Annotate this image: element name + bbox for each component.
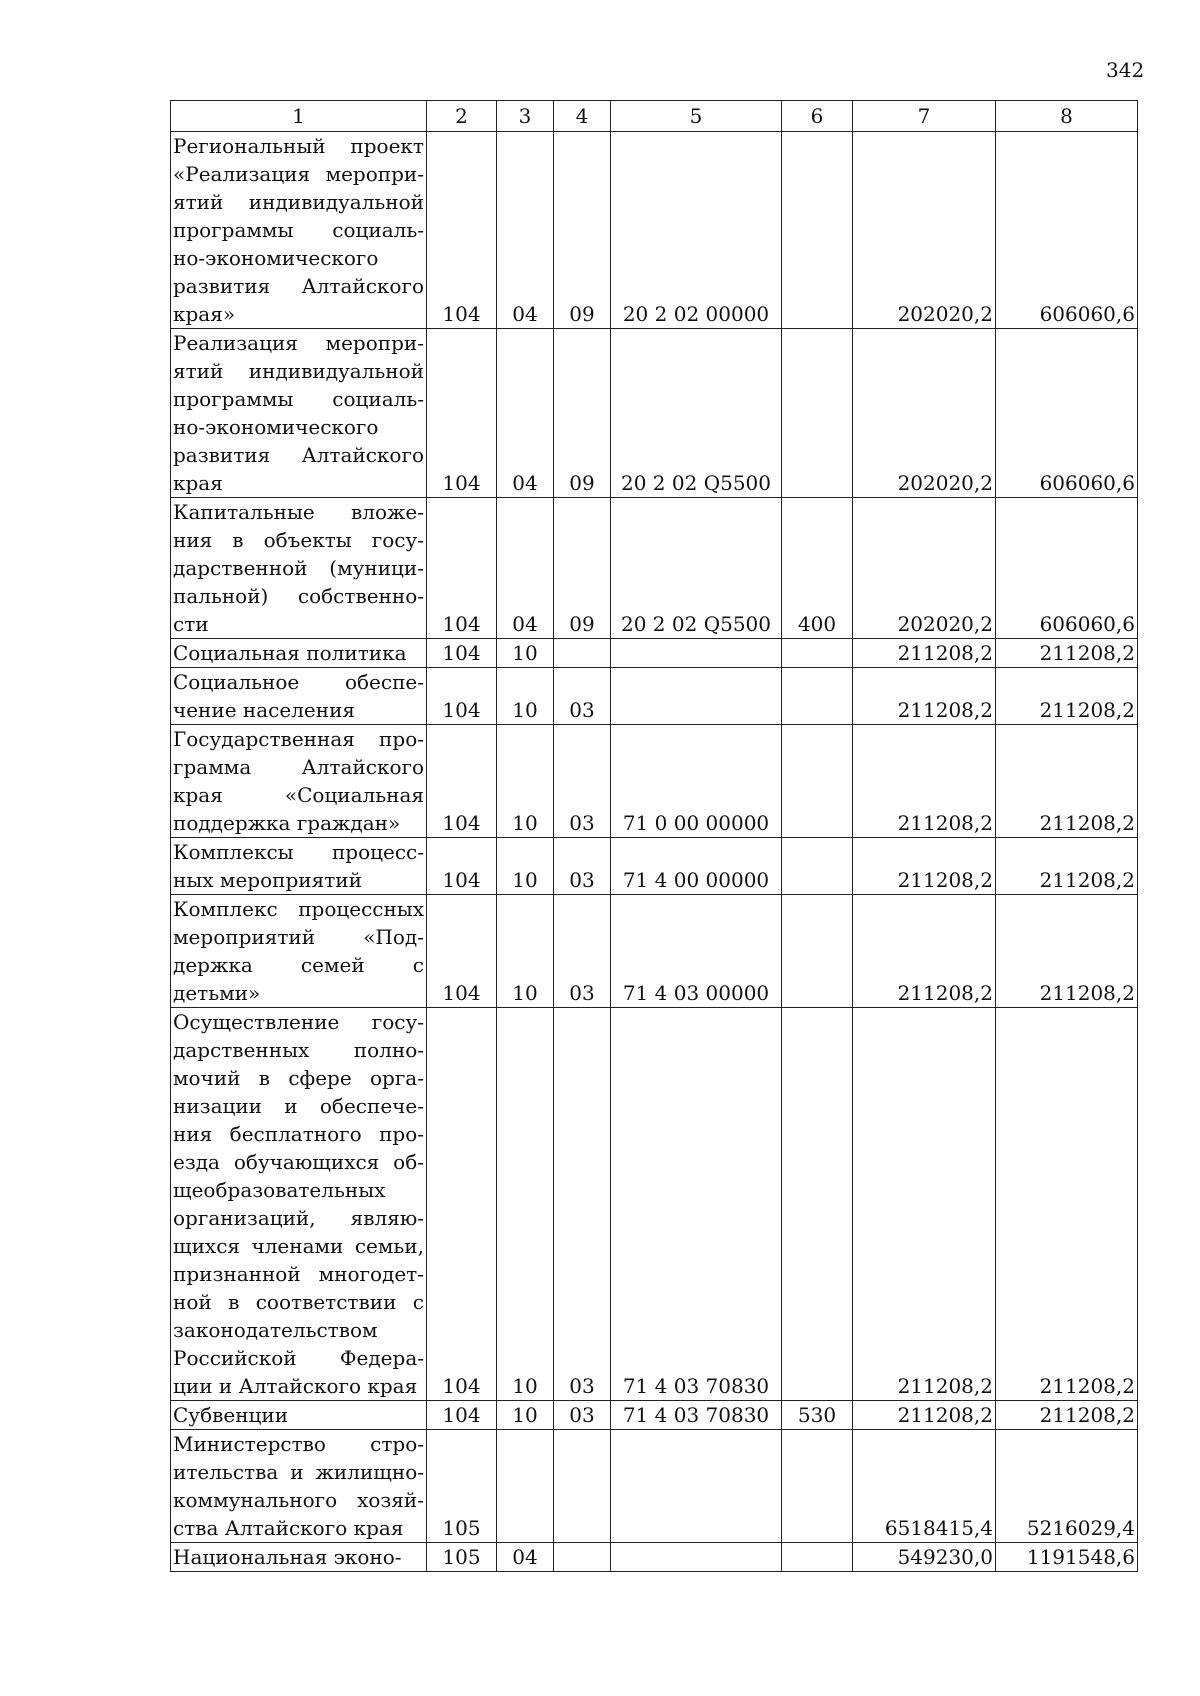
cell-c6: 400 [782, 498, 853, 639]
cell-c8: 606060,6 [996, 132, 1138, 329]
row-name-line: Капитальные вложе- [173, 500, 424, 524]
column-header: 4 [554, 101, 611, 132]
cell-c7: 211208,2 [853, 668, 996, 725]
cell-c8: 211208,2 [996, 725, 1138, 838]
row-name-line: края «Социальная [173, 783, 424, 807]
cell-c4: 03 [554, 668, 611, 725]
cell-c2: 105 [427, 1543, 497, 1572]
cell-c4: 09 [554, 132, 611, 329]
row-name-line: Социальное обеспе- [173, 670, 424, 694]
cell-c5: 20 2 02 00000 [611, 132, 782, 329]
row-name-line: программы социаль- [173, 387, 424, 411]
column-header: 5 [611, 101, 782, 132]
cell-c3: 10 [497, 1008, 554, 1401]
table-row [171, 498, 1138, 639]
cell-c2: 104 [427, 838, 497, 895]
table-row [171, 1543, 1138, 1572]
cell-c5 [611, 1543, 782, 1572]
row-name-line: детьми» [173, 981, 261, 1005]
row-name-cell [171, 725, 427, 838]
cell-c7: 211208,2 [853, 1008, 996, 1401]
column-header: 3 [497, 101, 554, 132]
cell-c7: 211208,2 [853, 639, 996, 668]
row-name-line: Комплексы процесс- [173, 840, 424, 864]
cell-c6 [782, 725, 853, 838]
cell-c3: 04 [497, 132, 554, 329]
row-name-cell [171, 1430, 427, 1543]
cell-c8: 211208,2 [996, 1008, 1138, 1401]
row-name-line: края [173, 471, 223, 495]
row-name-cell [171, 668, 427, 725]
cell-c8: 211208,2 [996, 838, 1138, 895]
cell-c8: 1191548,6 [996, 1543, 1138, 1572]
column-header: 8 [996, 101, 1138, 132]
row-name-cell [171, 1543, 427, 1572]
row-name-line: дарственной (муници- [173, 556, 424, 580]
cell-c6 [782, 895, 853, 1008]
row-name-line: чение населения [173, 698, 356, 722]
row-name-cell [171, 838, 427, 895]
row-name-cell [171, 329, 427, 498]
cell-c6: 530 [782, 1401, 853, 1430]
row-name-line: ния бесплатного про- [173, 1122, 424, 1146]
cell-c3: 10 [497, 668, 554, 725]
row-name-line: Социальная политика [173, 641, 407, 665]
cell-c7: 211208,2 [853, 895, 996, 1008]
row-name-line: Реализация меропри- [173, 331, 424, 355]
row-name-cell [171, 895, 427, 1008]
row-name-cell [171, 132, 427, 329]
column-header: 1 [171, 101, 427, 132]
row-name-line: ятий индивидуальной [173, 359, 424, 383]
cell-c4: 03 [554, 895, 611, 1008]
header-row [171, 101, 1138, 132]
row-name-line: ятий индивидуальной [173, 190, 424, 214]
row-name-line: ции и Алтайского края [173, 1374, 418, 1398]
row-name-line: Национальная эконо- [173, 1545, 402, 1569]
table-row [171, 639, 1138, 668]
cell-c3: 04 [497, 498, 554, 639]
row-name-line: Субвенции [173, 1403, 289, 1427]
row-name-line: Комплекс процессных [173, 897, 424, 921]
cell-c2: 104 [427, 668, 497, 725]
row-name-line: края» [173, 302, 236, 326]
cell-c6 [782, 329, 853, 498]
table-body [171, 132, 1138, 1572]
cell-c4 [554, 1543, 611, 1572]
cell-c7: 6518415,4 [853, 1430, 996, 1543]
cell-c5: 71 4 00 00000 [611, 838, 782, 895]
cell-c6 [782, 639, 853, 668]
cell-c6 [782, 132, 853, 329]
row-name-line: ства Алтайского края [173, 1516, 404, 1540]
row-name-line: сти [173, 612, 209, 636]
row-name-line: ния в объекты госу- [173, 528, 424, 552]
cell-c2: 104 [427, 639, 497, 668]
cell-c7: 549230,0 [853, 1543, 996, 1572]
cell-c6 [782, 668, 853, 725]
cell-c3: 04 [497, 1543, 554, 1572]
row-name-line: поддержка граждан» [173, 811, 401, 835]
cell-c5: 71 4 03 70830 [611, 1401, 782, 1430]
cell-c7: 211208,2 [853, 838, 996, 895]
cell-c6 [782, 1008, 853, 1401]
cell-c4: 03 [554, 1401, 611, 1430]
cell-c2: 105 [427, 1430, 497, 1543]
cell-c8: 606060,6 [996, 498, 1138, 639]
row-name-line: езда обучающихся об- [173, 1150, 424, 1174]
row-name-line: организаций, являю- [173, 1206, 424, 1230]
cell-c5: 20 2 02 Q5500 [611, 498, 782, 639]
table-row [171, 725, 1138, 838]
row-name-line: держка семей с [173, 953, 424, 977]
cell-c3: 10 [497, 639, 554, 668]
row-name-line: «Реализация меропри- [173, 162, 424, 186]
table-row [171, 132, 1138, 329]
cell-c2: 104 [427, 1401, 497, 1430]
row-name-line: Государственная про- [173, 727, 424, 751]
row-name-line: пальной) собственно- [173, 584, 424, 608]
cell-c7: 202020,2 [853, 498, 996, 639]
row-name-line: коммунального хозяй- [173, 1488, 424, 1512]
cell-c4: 03 [554, 725, 611, 838]
cell-c6 [782, 838, 853, 895]
column-header: 6 [782, 101, 853, 132]
cell-c5: 20 2 02 Q5500 [611, 329, 782, 498]
column-header: 2 [427, 101, 497, 132]
row-name-line: низации и обеспече- [173, 1094, 424, 1118]
cell-c7: 211208,2 [853, 725, 996, 838]
cell-c7: 211208,2 [853, 1401, 996, 1430]
table-row [171, 838, 1138, 895]
cell-c8: 211208,2 [996, 639, 1138, 668]
table-row [171, 329, 1138, 498]
row-name-line: но-экономического [173, 246, 379, 270]
cell-c5: 71 4 03 00000 [611, 895, 782, 1008]
table-row [171, 1401, 1138, 1430]
table-row [171, 1008, 1138, 1401]
cell-c3 [497, 1430, 554, 1543]
row-name-line: ных мероприятий [173, 868, 362, 892]
cell-c4: 03 [554, 838, 611, 895]
row-name-line: но-экономического [173, 415, 379, 439]
cell-c8: 5216029,4 [996, 1430, 1138, 1543]
cell-c2: 104 [427, 1008, 497, 1401]
cell-c6 [782, 1430, 853, 1543]
row-name-line: ительства и жилищно- [173, 1460, 424, 1484]
cell-c3: 04 [497, 329, 554, 498]
page-number: 342 [1106, 58, 1145, 82]
row-name-line: Осуществление госу- [173, 1010, 424, 1034]
row-name-line: Министерство стро- [173, 1432, 424, 1456]
row-name-line: законодательством [173, 1318, 378, 1342]
row-name-line: Российской Федера- [173, 1346, 424, 1370]
cell-c6 [782, 1543, 853, 1572]
row-name-cell [171, 1401, 427, 1430]
cell-c8: 211208,2 [996, 668, 1138, 725]
row-name-line: мочий в сфере орга- [173, 1066, 424, 1090]
row-name-line: дарственных полно- [173, 1038, 424, 1062]
cell-c2: 104 [427, 725, 497, 838]
cell-c3: 10 [497, 838, 554, 895]
cell-c4 [554, 639, 611, 668]
budget-table [170, 100, 1138, 1572]
cell-c2: 104 [427, 498, 497, 639]
row-name-line: щеобразовательных [173, 1178, 386, 1202]
table-row [171, 668, 1138, 725]
cell-c4: 09 [554, 329, 611, 498]
cell-c5 [611, 668, 782, 725]
row-name-line: ной в соответствии с [173, 1290, 424, 1314]
cell-c2: 104 [427, 132, 497, 329]
cell-c8: 211208,2 [996, 895, 1138, 1008]
column-header: 7 [853, 101, 996, 132]
row-name-line: щихся членами семьи, [173, 1234, 424, 1258]
row-name-line: развития Алтайского [173, 274, 424, 298]
row-name-line: признанной многодет- [173, 1262, 424, 1286]
cell-c5 [611, 639, 782, 668]
cell-c5: 71 4 03 70830 [611, 1008, 782, 1401]
cell-c7: 202020,2 [853, 132, 996, 329]
row-name-line: мероприятий «Под- [173, 925, 424, 949]
row-name-cell [171, 1008, 427, 1401]
row-name-cell [171, 498, 427, 639]
cell-c3: 10 [497, 895, 554, 1008]
row-name-cell [171, 639, 427, 668]
cell-c8: 606060,6 [996, 329, 1138, 498]
row-name-line: развития Алтайского [173, 443, 424, 467]
table-row [171, 1430, 1138, 1543]
cell-c2: 104 [427, 329, 497, 498]
table-row [171, 895, 1138, 1008]
row-name-line: программы социаль- [173, 218, 424, 242]
cell-c8: 211208,2 [996, 1401, 1138, 1430]
cell-c4: 03 [554, 1008, 611, 1401]
row-name-line: грамма Алтайского [173, 755, 424, 779]
cell-c2: 104 [427, 895, 497, 1008]
cell-c4: 09 [554, 498, 611, 639]
row-name-line: Региональный проект [173, 134, 424, 158]
cell-c5: 71 0 00 00000 [611, 725, 782, 838]
cell-c5 [611, 1430, 782, 1543]
cell-c7: 202020,2 [853, 329, 996, 498]
cell-c3: 10 [497, 725, 554, 838]
cell-c4 [554, 1430, 611, 1543]
cell-c3: 10 [497, 1401, 554, 1430]
